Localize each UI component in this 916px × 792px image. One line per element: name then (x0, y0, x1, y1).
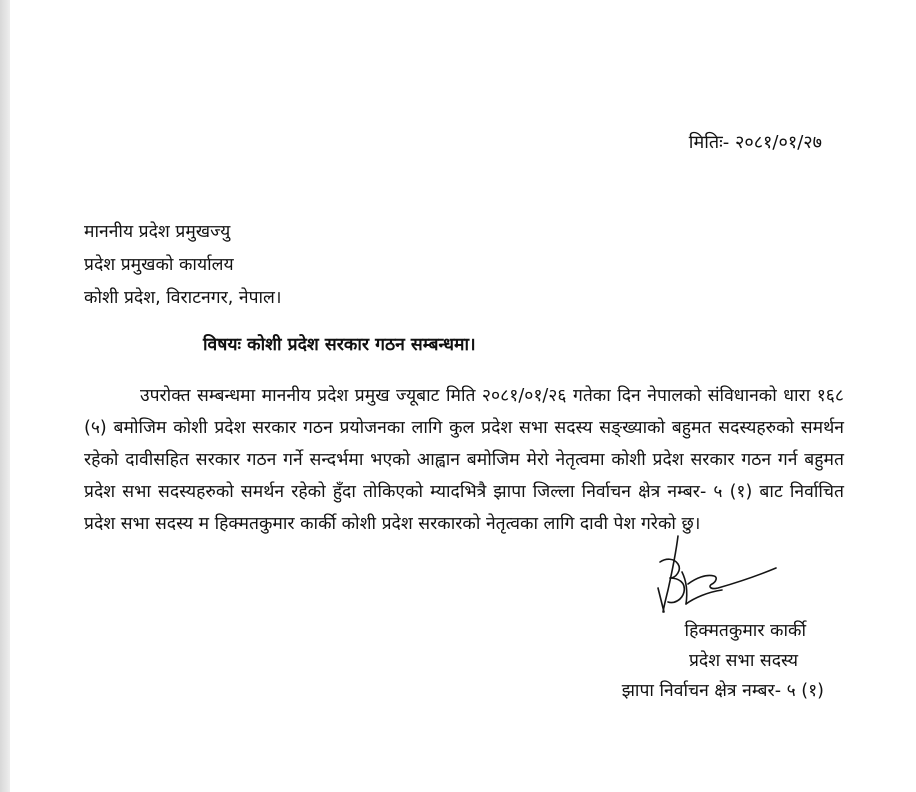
viewer-margin (0, 0, 10, 792)
sender-name: हिक्मतकुमार कार्की (684, 621, 806, 641)
sender-constituency: झापा निर्वाचन क्षेत्र नम्बर- ५ (१) (621, 681, 824, 701)
letter-page (10, 0, 916, 792)
recipient-line-location: कोशी प्रदेश, विराटनगर, नेपाल। (84, 288, 282, 308)
recipient-address (84, 216, 282, 315)
letter-body: उपरोक्त सम्बन्धमा माननीय प्रदेश प्रमुख ज्यूबाट मिति २०८१/०१/२६ गतेका दिन नेपालको संविधानको धारा १६८ (५) बमोजिम कोशी प्रदेश सरकार गठन प्रयोजनका लागि कुल प्रदेश सभा सदस्य सङ्ख्याको बहुमत सदस्यहरुको समर्थन रहेको दावीसहित सरकार गठन गर्ने सन्दर्भमा भएको आह्वान बमोजिम मेरो नेतृत्वमा कोशी प्रदेश सरकार गठन गर्न बहुमत प्रदेश सभा सदस्यहरुको समर्थन रहेको हुँदा तोकिएको म्यादभित्रै झापा जिल्ला निर्वाचन क्षेत्र नम्बर- ५ (१) बाट निर्वाचित प्रदेश सभा सदस्य म हिक्मतकुमार कार्की कोशी प्रदेश सरकारको नेतृत्वका लागि दावी पेश गरेको छु। (84, 386, 844, 534)
recipient-line-office: प्रदेश प्रमुखको कार्यालय (84, 255, 234, 275)
recipient-line-title: माननीय प्रदेश प्रमुखज्यु (84, 222, 231, 242)
sender-title: प्रदेश सभा सदस्य (688, 651, 798, 671)
letter-date: मितिः- २०८१/०१/२७ (688, 132, 822, 153)
letter-subject: विषयः कोशी प्रदेश सरकार गठन सम्बन्धमा। (203, 335, 476, 355)
sender-block (622, 616, 824, 706)
handwritten-signature (652, 532, 782, 618)
